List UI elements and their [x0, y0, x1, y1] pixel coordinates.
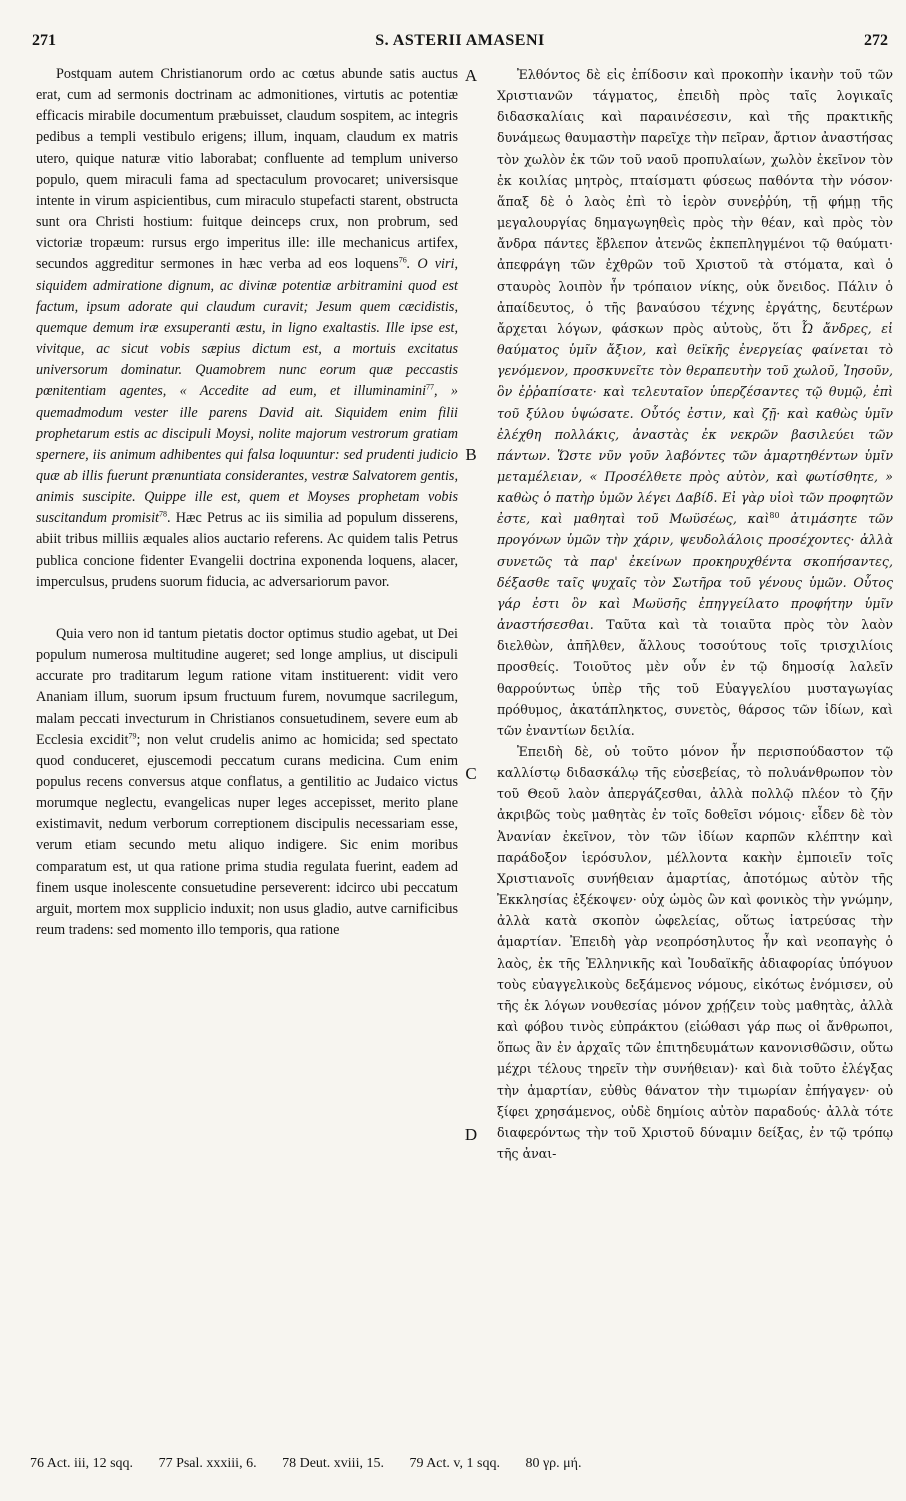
- footnote-ref: 76: [398, 255, 407, 265]
- section-marker-c: C: [465, 764, 477, 783]
- latin-text: ; non velut crudelis animo ac homicida; sed spectato quod conduceret, ejuscemodi peccatum curans medicina. Cum enim populus recens conversus atque conflatus, a gentilitio ac Judaico victus morumque neglectu, evangelicas nuper leges accepisset, merito plane existimavit, nedum verborum correptionem discipulis necessariam esse, verum etiam secundo metu aliquo indigere. Sic enim moribus comparatum est, ut qua ratione prima studia regulata fuerint, eadem ad finem usque inolescente consuetudine perseverent: idcirco ubi peccatum arguit, mortem mox supplicio induxit; non usus gladio, autve carnificibus reum tradens: sed momento illo temporis, qua ratione: [36, 731, 458, 939]
- greek-text: Ταῦτα καὶ τὰ τοιαῦτα πρὸς τὸν λαὸν διελθὼν, ἀπῆλθεν, ἄλλους τοσούτους τοῖς τρισχιλίοις προσθείς. Τοιοῦτος μὲν οὖν ἐν τῷ δημοσίᾳ λαλεῖν θαρρούντως ὑπὲρ τῆς τοῦ Εὐαγγελίου μυσταγωγίας πρόθυμος, ἀκατάπληκτος, συνετὸς, θάρσος τῶν ἰδίων, καὶ τῶν ἐναντίων δειλία.: [497, 617, 893, 738]
- footnote-ref: 77: [426, 382, 435, 392]
- page-number-right: 272: [864, 32, 888, 49]
- footnote: 77 Psal. xxxiii, 6.: [158, 1456, 257, 1471]
- greek-paragraph: [497, 741, 893, 1164]
- footnote: 78 Deut. xviii, 15.: [282, 1456, 384, 1471]
- footnote: 80 γρ. μή.: [525, 1456, 582, 1471]
- latin-text: . Hæc Petrus ac iis similia ad populum disserens, abiit tribus milliis æquales alios auctario referens. Ac quidem talis Petrus publica concione fidenter Evangelii doctrina exponenda loquens, alacer, imperculsus, prudens suorum fiducia, ac adversariorum pavor.: [36, 510, 458, 590]
- running-title: S. ASTERII AMASENI: [375, 32, 545, 49]
- greek-quote: Ὦ ἄνδρες, εἰ θαύματος ὑμῖν ἄξιον, καὶ θεϊκῆς ἐνεργείας φαίνεται τὸ γενόμενον, προσκυνεῖτε τὸν θεραπευτὴν τοῦ χωλοῦ, Ἰησοῦν, ὃν ἐῤῥαπίσατε· καὶ τελευταῖον ὑπερζέσαντες τῷ θυμῷ, ἐπὶ τοῦ ξύλου ὑψώσατε. Οὗτός ἐστιν, καὶ ζῇ· καὶ καθὼς ὑμῖν ἐλέχθη πολλάκις, ἀναστὰς ἐκ νεκρῶν βασιλεύει τῶν πάντων. Ὥστε νῦν γοῦν λαβόντες τῶν ἁμαρτηθέντων ὑμῖν μεταμέλειαν, « Προσέλθετε πρὸς αὐτὸν, καὶ φωτίσθητε, » καθὼς ὁ πατὴρ ὑμῶν λέγει Δαβίδ. Εἰ γὰρ υἱοὶ τῶν προφητῶν ἐστε, καὶ μαθηταὶ τοῦ Μωϋσέως, καὶ: [497, 320, 893, 527]
- latin-text: Quia vero non id tantum pietatis doctor optimus studio agebat, ut Dei populum numerosa multitudine augeret; sed longe amplius, ut discipuli accurate pro traditarum legum ratione vitam instituerent: vidit vero Ananiam illum, suorum ipsum fructuum furem, novumque sacrilegum, malam peccati invecturum in Christianos consuetudinem, severe eum ab Ecclesia excidit: [36, 625, 458, 748]
- greek-quote: ἀτιμάσητε τῶν προγόνων ὑμῶν τὴν χάριν, ψευδολάλοις προσέχοντες· ἀλλὰ συνετῶς τὰ παρ' ἐκείνων προκηρυχθέντα σκοπήσαντες, δέξασθε ταῖς ψυχαῖς τὸν Σωτῆρα τοῦ γένους ὑμῶν. Οὗτος γάρ ἐστι ὃν καὶ Μωϋσῆς ἐπηγγείλατο προφήτην ὑμῖν ἀναστήσεσθαι.: [497, 511, 893, 633]
- latin-text: Postquam autem Christianorum ordo ac cœtus abunde satis auctus erat, cum ad sermonis doctrinam ac admonitiones, virtutis ac potentiæ efficacis mirabile documentum præbuisset, claudum sospitem, ac integris pedibus a templi vestibulo erigens; illum, inquam, claudum ex matris utero, quique naturæ vitio laborabat; confluente ad templum universo populo, quem miraculi fama ad spectaculum provocaret; universisque intente in virum aspicientibus, cum miraculo stupefacti starent, obstructa sunt ora Christi hostium: fuitque deinceps crux, non probrum, sed victoriæ tropæum: rursus ergo imperitus ille: ille mechanicus artifex, secundos aggreditur sermones in hæc verba ad eos loquens: [36, 66, 458, 273]
- section-marker-d: D: [464, 1125, 478, 1144]
- latin-quote: , » quemadmodum vester ille parens David ait. Siquidem enim filii prophetarum estis ac discipuli Moysi, nolite majorum vestrorum gratiam spernere, iis animum adhibentes qui falsa loquuntur: sed prudenti judicio quæ ab illis fuerunt prænuntiata considerantes, vestræ Salvatorem gentis, animis suscipite. Quippe ille est, quem et Moyses prophetam vobis suscitandum promisit: [36, 383, 458, 527]
- page-number-left: 271: [32, 32, 56, 49]
- latin-paragraph: [36, 624, 458, 941]
- section-marker-a: A: [464, 66, 478, 85]
- latin-column: [36, 64, 458, 941]
- page-header: [32, 32, 888, 56]
- footnote: 76 Act. iii, 12 sqq.: [30, 1456, 134, 1471]
- footnote: 79 Act. v, 1 sqq.: [409, 1456, 500, 1471]
- greek-text: Ἐπειδὴ δὲ, οὐ τοῦτο μόνον ἦν περισπούδαστον τῷ καλλίστῳ διδασκάλῳ τῆς εὐσεβείας, τὸ πολυάνθρωπον τὸν τοῦ Θεοῦ λαὸν ἀπεργάζεσθαι, ἀλλὰ πολλῷ πλέον τὸ ζῆν ἀκριβῶς τοὺς μαθητὰς ἐν τοῖς δοθεῖσι νόμοις· εἶδεν δὲ τὸν Ἀνανίαν ἐκεῖνον, τὸν τῶν ἰδίων καρπῶν κλέπτην καὶ παράδοξον ἱερόσυλον, μέλλοντα κακὴν ἐμποιεῖν τοῖς Χριστιανοῖς συνήθειαν ἁμαρτίας, ἀποτόμως αὐτὸν τῆς Ἐκκλησίας ἐξέκοψεν· οὐχ ὡμὸς ὢν καὶ φονικὸς τὴν γνώμην, ἀλλὰ κατὰ σκοπὸν ὠφελείας, οὕτως ἰατρεύσας τὴν ἁμαρτίαν. Ἐπειδὴ γὰρ νεοπρόσηλυτος ἦν καὶ νεοπαγὴς ὁ λαὸς, ἐκ τῆς Ἑλληνικῆς καὶ Ἰουδαϊκῆς ἀδιαφορίας ὑπόγυον τοὺς εὐαγγελικοὺς δεξάμενος νόμους, εἰκότως ἐνόμισεν, οὐ τῆς ἐκ λόγων νουθεσίας μόνον χρῄζειν τοὺς μαθητὰς, ἀλλὰ καὶ φόβου τινὸς εὐπράκτου (εἰώθασι γάρ πως οἱ ἄνθρωποι, ὅπως ἂν ἐν ἀρχαῖς τῶν ἐπιτηδευμάτων κανονισθῶσιν, οὕτω μέχρι τέλους τηρεῖν τὴν συνήθειαν)· καὶ διὰ τοῦτο ἐλέγξας τὴν ἁμαρτίαν, εὐθὺς θάνατον τὴν τιμωρίαν ἐπήγαγεν· οὐ ξίφει χρησάμενος, οὐδὲ δημίοις αὐτὸν παραδούς· ἀλλὰ τότε διαφερόντως τὴν τοῦ Χριστοῦ δύναμιν δείξας, ἐν τῷ τρόπῳ τῆς ἀναι-: [497, 744, 893, 1161]
- section-marker-b: B: [465, 445, 477, 464]
- latin-quote: . O viri, siquidem admiratione dignum, ac divinæ potentiæ arbitramini quod est factum, ipsum adorate qui claudum curavit; Jesum quem cæcidistis, quemque demum iræ exsuperanti æstu, in ligno exaltastis. Ille ipse est, vivitque, ac sicut vobis sæpius dictum est, a mortuis excitatus universorum dominatur. Quamobrem nunc eorum quæ peccastis pœnitentiam agentes, « Accedite ad eum, et illuminamini: [36, 256, 459, 400]
- greek-column: [497, 64, 893, 1164]
- footnotes: [30, 1456, 900, 1472]
- greek-paragraph: [497, 64, 893, 741]
- greek-text: Ἐλθόντος δὲ εἰς ἐπίδοσιν καὶ προκοπὴν ἱκανὴν τοῦ τῶν Χριστιανῶν τάγματος, ἐπειδὴ πρὸς ταῖς λογικαῖς διδασκαλίαις καὶ παραινέσεσιν, καὶ τῆς πρακτικῆς δυνάμεως θαυμαστὴν παρεῖχε τὴν πεῖραν, ἄρτιον ἀναστήσας τὸν χωλὸν ἐκ τῶν τοῦ ναοῦ προπυλαίων, χωλὸν ἐκεῖνον τὸν ἐκ κοιλίας μητρὸς, πταίσματι φύσεως παθόντα τὴν νόσον· ἅπαξ δὲ ὁ λαὸς ἐπὶ τὸ ἱερὸν συνεῤῥύη, τῇ φήμῃ τῆς μεγαλουργίας δημαγωγηθεὶς πρὸς τὴν θέαν, καὶ πρὸς τὸν ἄνδρα πάντες ἔβλεπον ἀτενῶς ἐκπεπληγμένοι τῷ θαύματι· ἀπεφράγη τῶν ἐχθρῶν τοῦ Χριστοῦ τὰ στόματα, καὶ ὁ σταυρὸς λοιπὸν ἦν τρόπαιον νίκης, οὐκ ὄνειδος. Πάλιν ὁ ἀπαίδευτος, ὁ τῆς βαναύσου τέχνης ἐργάτης, δευτέρων ἄρχεται λόγων, φάσκων πρὸς αὐτοὺς, ὅτι: [497, 67, 893, 336]
- latin-paragraph: [36, 64, 458, 593]
- footnote-ref: 80: [769, 511, 780, 521]
- footnote-ref: 79: [128, 730, 137, 740]
- footnote-ref: 78: [158, 509, 167, 519]
